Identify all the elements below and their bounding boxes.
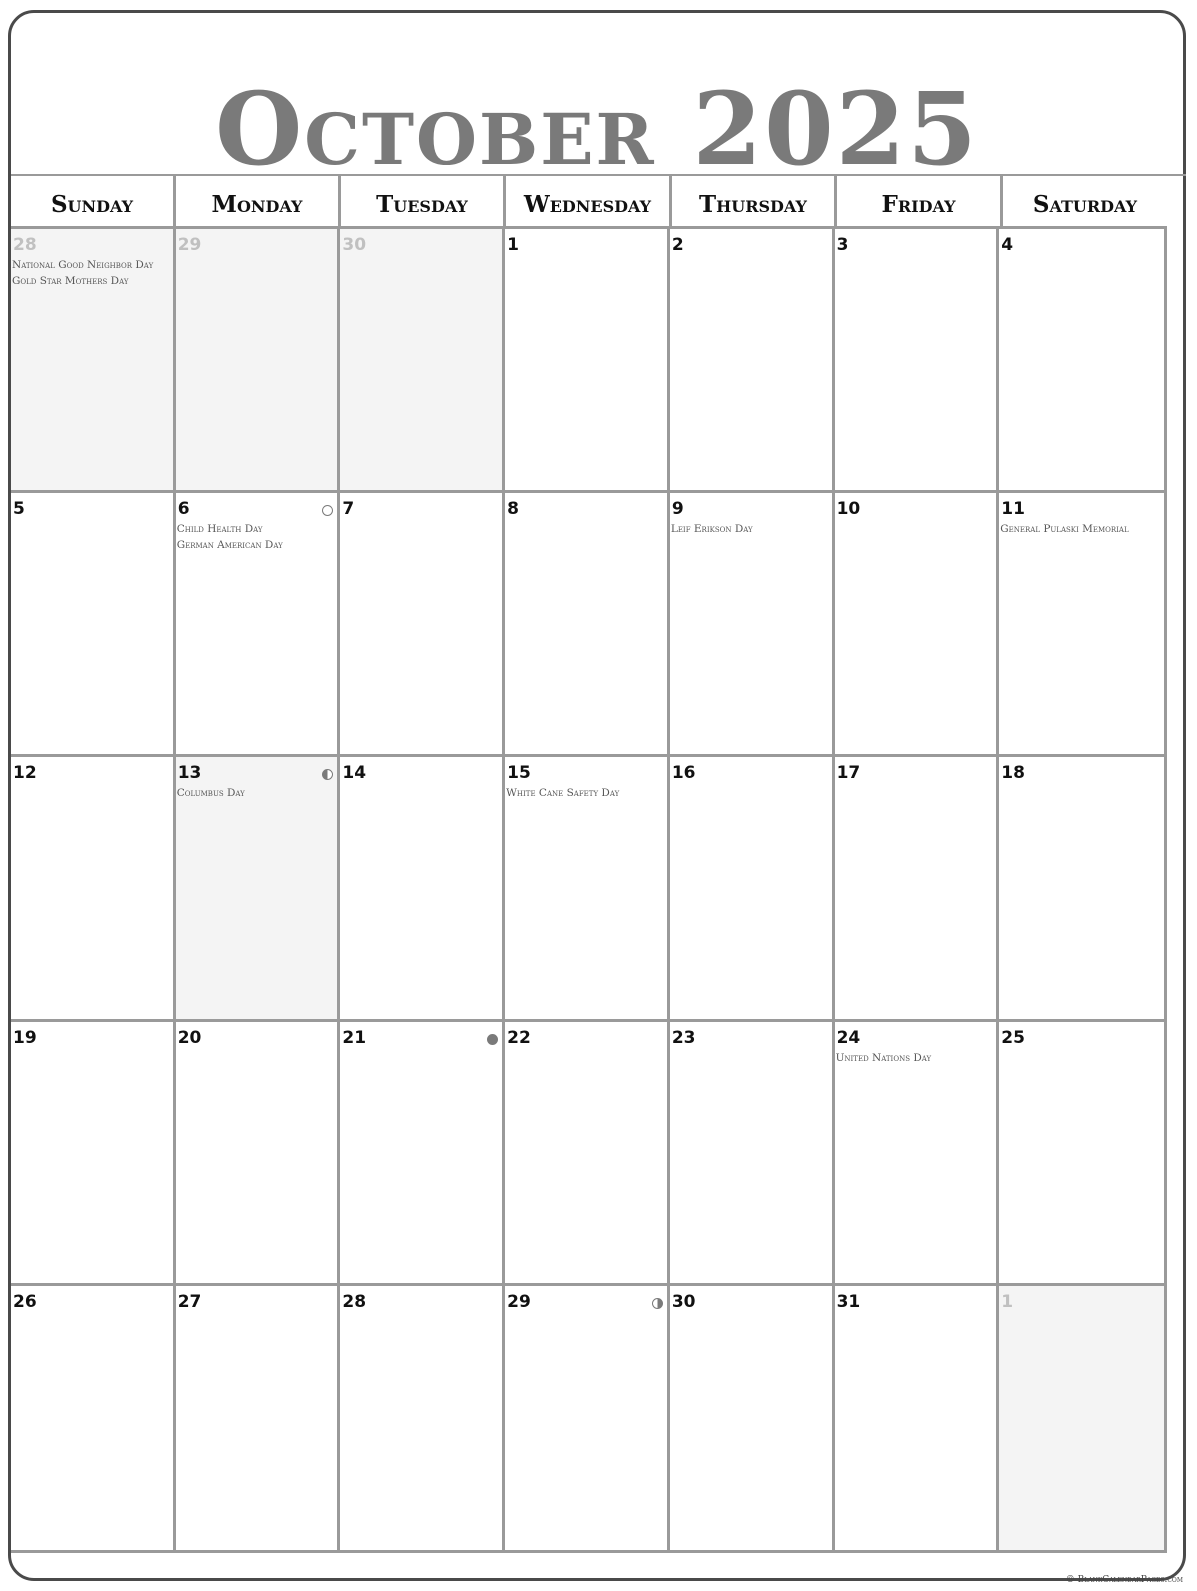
day-cell[interactable]: [999, 757, 1164, 1021]
day-cell[interactable]: [670, 1286, 835, 1550]
day-number: 10: [836, 499, 861, 520]
calendar-grid: [11, 226, 1167, 1553]
weekday-friday: Friday: [837, 176, 1003, 226]
day-number: 19: [13, 1027, 37, 1048]
day-number: 1: [507, 235, 519, 255]
day-cell[interactable]: [670, 229, 835, 493]
day-cell[interactable]: [835, 1286, 1000, 1550]
day-number: 1: [1001, 1291, 1014, 1312]
day-number: 6: [177, 499, 190, 520]
day-number: 4: [1001, 235, 1014, 255]
event-label: Gold Star Mothers Day: [12, 275, 129, 287]
weekday-sunday: Sunday: [11, 176, 176, 226]
event-label: White Cane Safety Day: [506, 787, 620, 800]
day-cell[interactable]: [670, 757, 835, 1021]
day-cell[interactable]: [835, 757, 1000, 1021]
day-cell[interactable]: [505, 1286, 670, 1550]
event-label: United Nations Day: [835, 1051, 932, 1064]
event-list: [671, 521, 832, 537]
day-cell[interactable]: [11, 757, 176, 1021]
day-cell[interactable]: [505, 229, 670, 493]
day-number: 29: [507, 1291, 531, 1312]
weekday-header-row: [11, 176, 1184, 226]
first-quarter-moon-icon: [652, 1298, 663, 1309]
event-label: Columbus Day: [176, 787, 245, 800]
day-number: 21: [342, 1027, 367, 1048]
day-number: 11: [1001, 499, 1025, 520]
weekday-wednesday: Wednesday: [506, 176, 672, 226]
event-list: [1000, 521, 1164, 537]
day-number: 8: [507, 499, 519, 520]
weekday-tuesday: Tuesday: [341, 176, 506, 226]
last-quarter-moon-icon: [322, 769, 333, 780]
day-number: 24: [836, 1027, 861, 1048]
day-number: 26: [13, 1291, 37, 1312]
day-number: 9: [671, 499, 684, 520]
day-cell[interactable]: [505, 1022, 670, 1286]
day-cell[interactable]: [835, 493, 1000, 757]
full-moon-icon: [322, 505, 333, 516]
day-number: 7: [342, 499, 355, 520]
day-cell[interactable]: [340, 1022, 505, 1286]
day-cell[interactable]: [835, 229, 1000, 493]
day-number: 31: [836, 1291, 861, 1312]
new-moon-icon: [487, 1034, 498, 1045]
day-cell[interactable]: [176, 1022, 341, 1286]
weekday-saturday: Saturday: [1032, 191, 1138, 218]
day-number: 13: [177, 763, 202, 784]
day-number: 25: [1001, 1027, 1025, 1048]
day-cell[interactable]: [11, 493, 176, 757]
day-cell[interactable]: [835, 1022, 1000, 1286]
day-cell[interactable]: [505, 757, 670, 1021]
day-cell[interactable]: [999, 493, 1164, 757]
day-number: 20: [177, 1027, 202, 1048]
day-cell[interactable]: [670, 493, 835, 757]
day-number: 12: [13, 763, 37, 784]
event-list: [177, 521, 338, 553]
event-list: [836, 1050, 997, 1066]
day-number: 5: [13, 499, 25, 520]
event-label: Leif Erikson Day: [670, 523, 753, 536]
day-number: 15: [507, 763, 531, 784]
copyright-footer: © BlankCalendarPages.com: [1065, 1575, 1183, 1585]
day-number: 23: [671, 1027, 696, 1048]
day-cell[interactable]: [176, 1286, 341, 1550]
day-cell[interactable]: [11, 1022, 176, 1286]
weekday-thursday: Thursday: [672, 176, 837, 226]
event-label: German American Day: [176, 539, 283, 552]
day-cell[interactable]: [176, 757, 341, 1021]
day-cell[interactable]: [340, 493, 505, 757]
day-cell[interactable]: [999, 1022, 1164, 1286]
event-label: Child Health Day: [176, 523, 263, 536]
day-number: 30: [342, 235, 367, 255]
day-cell-adjacent-month[interactable]: [340, 229, 505, 493]
day-cell[interactable]: [999, 229, 1164, 493]
day-number: 16: [671, 763, 696, 784]
day-number: 22: [507, 1027, 531, 1048]
day-number: 29: [177, 235, 202, 255]
day-cell[interactable]: [340, 1286, 505, 1550]
day-number: 30: [671, 1291, 696, 1312]
event-list: [177, 785, 338, 801]
day-cell-adjacent-month[interactable]: [176, 229, 341, 493]
page-title: October 2025: [215, 70, 979, 188]
event-label: National Good Neighbor Day: [12, 259, 154, 271]
event-list: [506, 785, 667, 801]
day-number: 2: [671, 235, 684, 255]
day-cell[interactable]: [340, 757, 505, 1021]
weekday-monday: Monday: [176, 176, 341, 226]
day-number: 18: [1001, 763, 1025, 784]
day-cell[interactable]: [11, 1286, 176, 1550]
day-number: 17: [836, 763, 861, 784]
day-number: 14: [342, 763, 367, 784]
day-cell-adjacent-month[interactable]: [999, 1286, 1164, 1550]
event-list: [12, 257, 173, 289]
day-number: 28: [13, 235, 37, 255]
day-cell-adjacent-month[interactable]: [11, 229, 176, 493]
event-label: General Pulaski Memorial: [1000, 523, 1129, 536]
day-cell[interactable]: [176, 493, 341, 757]
day-number: 3: [836, 235, 849, 255]
day-cell[interactable]: [505, 493, 670, 757]
day-cell[interactable]: [670, 1022, 835, 1286]
day-number: 28: [342, 1291, 367, 1312]
day-number: 27: [177, 1291, 202, 1312]
